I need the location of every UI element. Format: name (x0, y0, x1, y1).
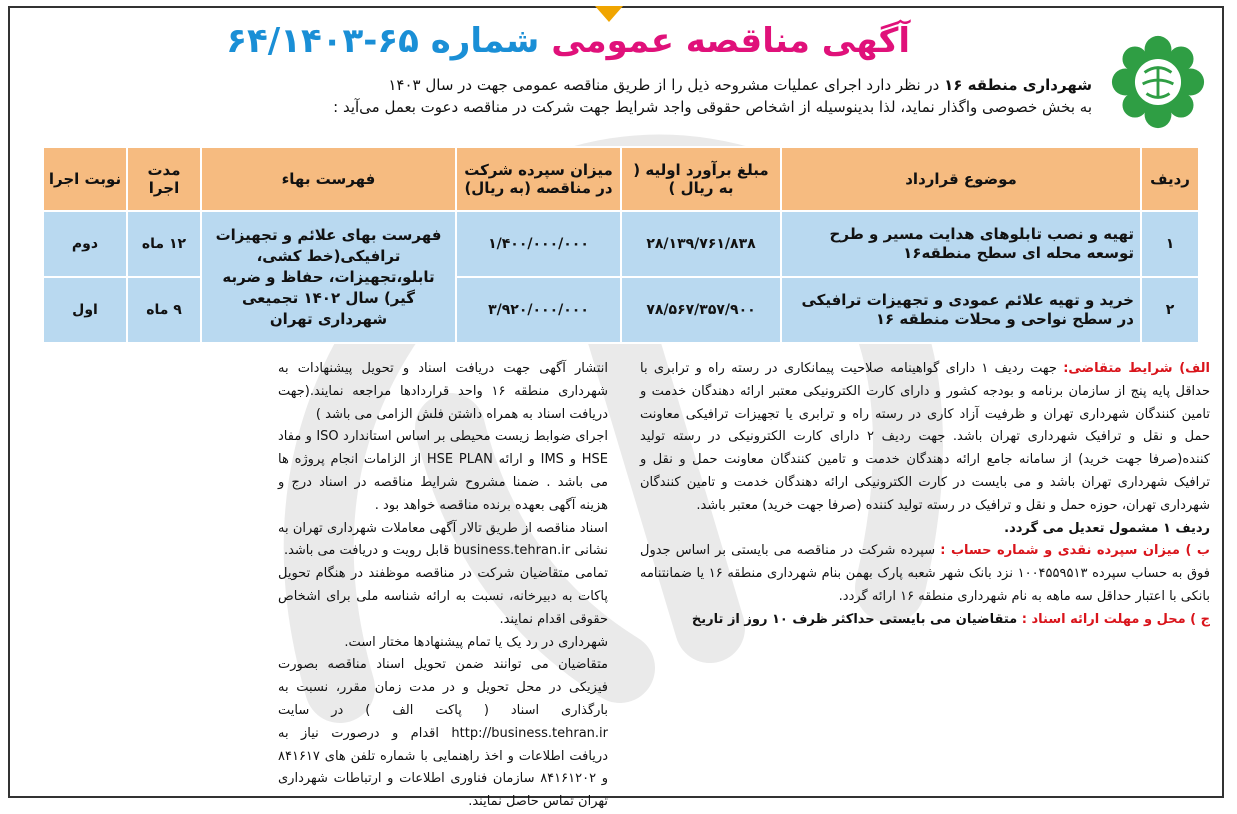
table-header-row (43, 147, 1199, 211)
municipality-name: شهرداری منطقه ۱۶ (944, 76, 1092, 94)
condition-c-text: متقاضیان می بایستی حداکثر ظرف ۱۰ روز از تاریخ (691, 611, 1022, 627)
title-number: ۶۵-۶۴/۱۴۰۳ (226, 21, 419, 61)
left-paragraph: انتشار آگهی جهت دریافت اسناد و تحویل پیشنهادات به شهرداری منطقه ۱۶ واحد قراردادها مراجعه نمایند.(جهت دریافت اسناد به همراه داشتن فلش الزامی می باشد ) (278, 361, 608, 422)
condition-a-heading: الف) شرایط متقاضی: (1063, 361, 1210, 376)
condition-c-heading: ج ) محل و مهلت ارائه اسناد : (1021, 611, 1210, 627)
left-paragraph: اسناد مناقصه از طریق تالار آگهی معاملات شهرداری تهران به نشانی business.tehran.ir قابل رویت و دریافت می باشد. (278, 520, 608, 559)
left-paragraph: تمامی متقاضیان شرکت در مناقصه موظفند در هنگام تحویل پاکات به دبیرخانه، نسبت به ارائه شناسه ملی برای اشخاص حقوقی اقدام نمایند. (278, 566, 608, 627)
tehran-municipality-logo-icon (1110, 34, 1206, 130)
intro-line1: در نظر دارد اجرای عملیات مشروحه ذیل را از طریق مناقصه عمومی جهت در سال ۱۴۰۳ (388, 76, 945, 94)
table-row (43, 211, 1199, 277)
header-row-no: ردیف (1141, 147, 1199, 211)
row-no: ۱ (1141, 211, 1199, 277)
tender-table (42, 146, 1200, 344)
title-prefix: آگهی مناقصه عمومی (551, 21, 910, 61)
condition-a-text: جهت ردیف ۱ دارای گواهینامه صلاحیت پیمانکاری در رسته راه و ترابری با حداقل پایه پنج از سازمان برنامه و بودجه کشور و دارای کارت الکترونیکی معتبر ارائه دهندگان خدمت و تامین کنندگان شهرداری تهران و ظرفیت آزاد کاری در رسته راه و ترابری یا تجهیزات ترافیکی معاونت حمل و نقل و ترافیک شهرداری تهران باشد. جهت ردیف ۲ دارای کارت الکترونیکی در رسته تولید کننده(صرفا جهت خرید) از سامانه جامع ارائه دهندگان خدمت و تامین کنندگان معاونت حمل و نقل و ترافیک شهرداری تهران باشد و می بایست در کارت الکترونیکی ارائه دهندگان خدمت و تامین کنندگان شهرداری تهران، حوزه حمل و نقل و ترافیک در رسته تولید کننده (صرفا جهت خرید) معتبر باشد. (640, 361, 1210, 513)
left-paragraph: متقاضیان می توانند ضمن تحویل اسناد مناقصه بصورت فیزیکی در محل تحویل و در مدت زمان مقرر، نسبت به بارگذاری اسناد ( پاکت الف ) در سایت http://business.tehran.ir اقدام و درصورت نیاز به دریافت اطلاعات و اخذ راهنمایی با شماره تلفن های ۸۴۱۶۱۷ و ۸۴۱۶۱۲۰۲ سازمان فناوری اطلاعات و ارتباطات شهرداری تهران تماس حاصل نمایند. (278, 657, 608, 810)
conditions-right-column (640, 358, 1210, 632)
row-duration: ۹ ماه (127, 277, 201, 343)
condition-b-text: سپرده شرکت در مناقصه می بایستی بر اساس جدول فوق به حساب سپرده ۱۰۰۴۵۵۹۵۱۳ نزد بانک شهر شعبه پارک بهمن بنام شهرداری منطقه ۱۶ یا ضمانتنامه بانکی با اعتبار حداقل سه ماهه به نام شهرداری منطقه ۱۶ ارائه گردد. (640, 543, 1210, 604)
row-round: اول (43, 277, 127, 343)
header-deposit: میزان سپرده شرکت در مناقصه (به ریال) (456, 147, 621, 211)
page-title (226, 16, 910, 66)
header-duration: مدت اجرا (127, 147, 201, 211)
tender-notice (8, 6, 1224, 810)
row-deposit: ۱/۴۰۰/۰۰۰/۰۰۰ (456, 211, 621, 277)
row-price-list: فهرست بهای علائم و تجهیزات ترافیکی(خط کشی، تابلو،تجهیزات، حفاظ و ضربه گیر) سال ۱۴۰۲ تجمیعی شهرداری تهران (201, 211, 456, 343)
header-round: نوبت اجرا (43, 147, 127, 211)
intro-text (170, 74, 1092, 118)
row-deposit: ۳/۹۲۰/۰۰۰/۰۰۰ (456, 277, 621, 343)
row-subject: خرید و تهیه علائم عمودی و تجهیزات ترافیکی در سطح نواحی و محلات منطقه ۱۶ (781, 277, 1141, 343)
title-number-label: شماره (430, 21, 540, 61)
left-paragraph: شهرداری در رد یک یا تمام پیشنهادها مختار است. (344, 634, 608, 650)
conditions-left-column (278, 358, 608, 814)
header-price-list: فهرست بهاء (201, 147, 456, 211)
condition-a-note: ردیف ۱ مشمول تعدیل می گردد. (1004, 520, 1210, 536)
row-estimate: ۷۸/۵۶۷/۳۵۷/۹۰۰ (621, 277, 781, 343)
row-no: ۲ (1141, 277, 1199, 343)
header-subject: موضوع قرارداد (781, 147, 1141, 211)
intro-line2: به بخش خصوصی واگذار نماید، لذا بدینوسیله از اشخاص حقوقی واجد شرایط جهت شرکت در مناقصه دعوت بعمل می‌آید : (333, 98, 1092, 116)
left-paragraph: اجرای ضوابط زیست محیطی بر اساس استاندارد ISO و مفاد HSE و IMS و ارائه HSE PLAN از الزامات انجام پروژه ها می باشد . ضمنا مشروح شرایط مناقصه در اسناد درج و هزینه آگهی بعهده برنده مناقصه خواهد بود . (278, 429, 608, 513)
row-subject: تهیه و نصب تابلوهای هدایت مسیر و طرح توسعه محله ای سطح منطقه۱۶ (781, 211, 1141, 277)
row-round: دوم (43, 211, 127, 277)
row-estimate: ۲۸/۱۳۹/۷۶۱/۸۳۸ (621, 211, 781, 277)
header-estimate: مبلغ برآورد اولیه ( به ریال ) (621, 147, 781, 211)
condition-b-heading: ب ) میزان سپرده نقدی و شماره حساب : (940, 543, 1210, 559)
row-duration: ۱۲ ماه (127, 211, 201, 277)
